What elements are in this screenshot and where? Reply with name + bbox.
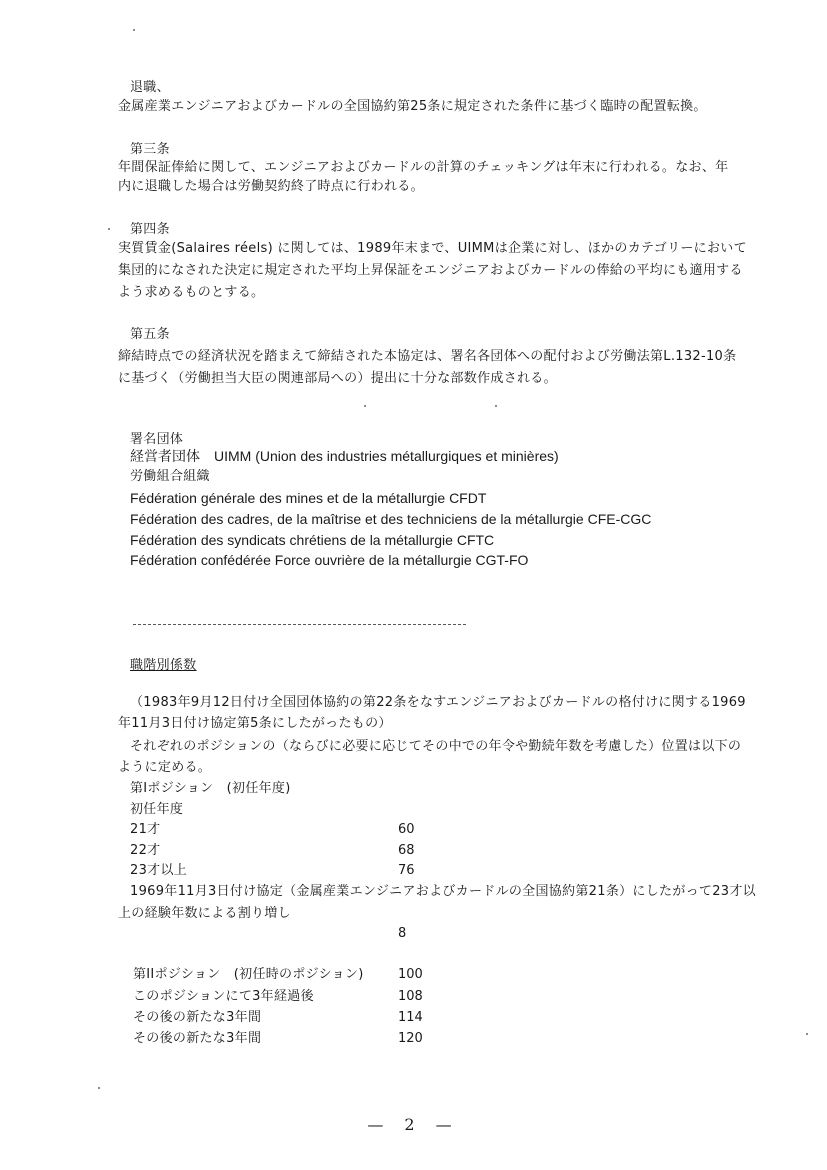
row-age-23-value: 76 [398, 863, 415, 878]
row-age-22-value: 68 [398, 843, 415, 858]
scan-speck [108, 228, 110, 230]
row-position-2-label: 第IIポジション (初任時のポジション) [133, 967, 364, 982]
row-age-21-label: 21才 [130, 822, 161, 837]
row-age-21-value: 60 [398, 822, 415, 837]
row-position-2-9y-label: その後の新たな3年間 [133, 1031, 262, 1046]
scan-speck [98, 1087, 100, 1089]
row-age-23-label: 23才以上 [130, 863, 188, 878]
article-4-body-3: よう求めるものとする。 [118, 285, 265, 300]
experience-value: 8 [398, 926, 407, 941]
article-5-body-1: 締結時点での経済状況を踏まえて締結された本協定は、署名各団体への配付および労働法第L.132-10条 [118, 349, 737, 364]
union-cftc: Fédération des syndicats chrétiens de la métallurgie CFTC [130, 532, 495, 548]
union-cgt-fo: Fédération confédérée Force ouvrière de la métallurgie CGT-FO [130, 552, 529, 568]
page-number: — 2 — [367, 1115, 460, 1134]
article-4-body-1: 実質賃金(Salaires réels) に関しては、1989年末まで、UIMMは企業に対し、ほかのカテゴリーにおいて [118, 241, 747, 256]
row-age-22-label: 22才 [130, 843, 161, 858]
row-position-2-6y-label: その後の新たな3年間 [133, 1010, 262, 1025]
scan-speck [133, 29, 135, 31]
row-position-2-3y-value: 108 [398, 989, 423, 1004]
scan-speck [495, 405, 497, 407]
row-position-2-6y-value: 114 [398, 1010, 423, 1025]
position-1-subtitle: 初任年度 [130, 802, 184, 817]
coefficients-position-2: ように定める。 [118, 760, 212, 775]
article-5-body-2: に基づく（労働担当大臣の関連部局への）提出に十分な部数作成される。 [118, 371, 557, 386]
coefficients-intro-2: 年11月3日付け協定第5条にしたがったもの） [118, 716, 392, 731]
text-line-retirement: 退職、 [130, 80, 170, 95]
coefficients-title: 職階別係数 [130, 658, 197, 673]
article-3-body-1: 年間保証俸給に関して、エンジニアおよびカードルの計算のチェッキングは年末に行われる。なお、年 [118, 160, 729, 175]
article-5-title: 第五条 [130, 327, 170, 342]
union-cfdt: Fédération générale des mines et de la métallurgie CFDT [130, 490, 487, 506]
coefficients-intro-1: （1983年9月12日付け全国団体協約の第22条をなすエンジニアおよびカードルの格付けに関する1969 [130, 695, 746, 710]
row-position-2-value: 100 [398, 967, 423, 982]
union-cfe-cgc: Fédération des cadres, de la maîtrise et des techniciens de la métallurgie CFE-CGC [130, 511, 652, 527]
article-4-title: 第四条 [130, 222, 170, 237]
scan-speck [806, 1033, 808, 1035]
experience-note-1: 1969年11月3日付け協定（金属産業エンジニアおよびカードルの全国協約第21条）にしたがって23才以 [130, 884, 756, 899]
signatories-title: 署名団体 [130, 432, 184, 447]
text-line-transfer: 金属産業エンジニアおよびカードルの全国協約第25条に規定された条件に基づく臨時の配置転換。 [118, 99, 707, 114]
article-3-title: 第三条 [130, 142, 170, 157]
article-4-body-2: 集団的になされた決定に規定された平均上昇保証をエンジニアおよびカードルの俸給の平均にも適用する [118, 263, 743, 278]
coefficients-position-1: それぞれのポジションの（ならびに必要に応じてその中での年令や勤続年数を考慮した）位置は以下の [130, 739, 742, 754]
row-position-2-9y-value: 120 [398, 1031, 423, 1046]
scan-speck [364, 405, 366, 407]
signatory-unions-heading: 労働組合組織 [130, 469, 210, 484]
signatory-employer: 経営者団体 UIMM (Union des industries métallurgiques et minières) [130, 448, 559, 464]
article-3-body-2: 内に退職した場合は労働契約終了時点に行われる。 [118, 179, 424, 194]
row-position-2-3y-label: このポジションにて3年経過後 [133, 989, 314, 1004]
section-divider [133, 624, 466, 625]
position-1-title: 第Iポジション (初任年度) [130, 781, 291, 796]
experience-note-2: 上の経験年数による割り増し [118, 906, 291, 921]
